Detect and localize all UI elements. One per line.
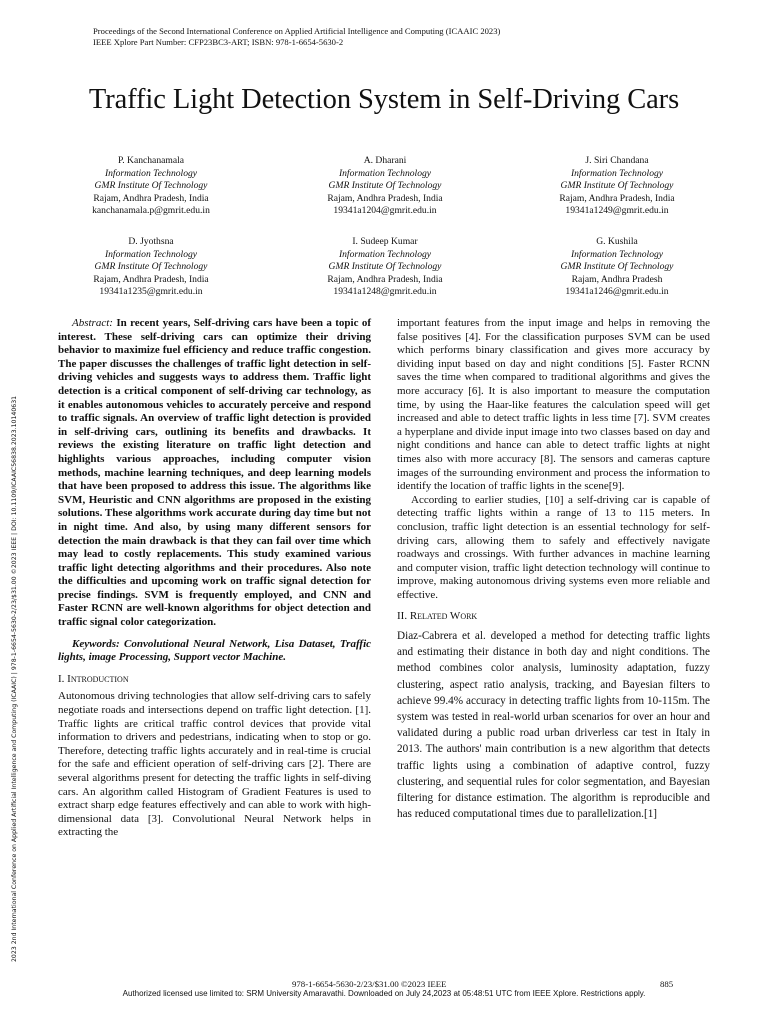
- section-heading-introduction: [58, 673, 371, 687]
- author-location: Rajam, Andhra Pradesh, India: [327, 192, 443, 204]
- author-institute: GMR Institute Of Technology: [94, 180, 208, 192]
- author-block: [270, 236, 500, 299]
- author-block: [270, 155, 500, 218]
- author-dept: Information Technology: [104, 248, 198, 260]
- author-dept: Information Technology: [338, 248, 432, 260]
- author-dept: Information Technology: [104, 167, 198, 179]
- author-institute: GMR Institute Of Technology: [328, 261, 442, 273]
- abstract-label: Abstract:: [72, 317, 113, 329]
- footer-copyright: 978-1-6654-5630-2/23/$31.00 ©2023 IEEE: [292, 979, 447, 989]
- author-email[interactable]: 19341a1235@gmrit.edu.in: [99, 286, 203, 298]
- author-block: [502, 155, 732, 218]
- header-line-1: Proceedings of the Second International Conference on Applied Artificial Intelligence and Computing (ICAAIC 2023): [93, 26, 501, 36]
- author-block: [502, 236, 732, 299]
- author-institute: GMR Institute Of Technology: [94, 261, 208, 273]
- section-heading-related-work: [397, 610, 710, 624]
- left-column: [58, 317, 371, 840]
- author-name: G. Kushila: [596, 236, 638, 247]
- section-title: Related Work: [409, 610, 478, 623]
- section-number: II.: [397, 610, 408, 623]
- author-name: D. Jyothsna: [128, 236, 174, 247]
- page-number: 885: [660, 979, 674, 989]
- header-line-2: IEEE Xplore Part Number: CFP23BC3-ART; ISBN: 978-1-6654-5630-2: [93, 37, 344, 47]
- author-location: Rajam, Andhra Pradesh, India: [93, 273, 209, 285]
- author-name: P. Kanchanamala: [117, 155, 185, 166]
- author-email[interactable]: 19341a1246@gmrit.edu.in: [565, 286, 669, 298]
- author-email[interactable]: 19341a1249@gmrit.edu.in: [565, 205, 669, 217]
- paper-title: Traffic Light Detection System in Self-Driving Cars: [88, 84, 680, 115]
- author-dept: Information Technology: [570, 248, 664, 260]
- author-institute: GMR Institute Of Technology: [560, 261, 674, 273]
- author-block: [36, 236, 266, 299]
- keywords-text: Convolutional Neural Network, Lisa Dataset, Traffic lights, image Processing, Support vector Machine.: [58, 637, 372, 664]
- right-paragraph-1: important features from the input image and helps in removing the false positives [4]. For the classification purposes SVM can be used which performs binary classification and gives more accuracy by dividing input based on day and night conditions [5]. Faster RCNN saves the time when compared to traditional algorithms and gives the more accuracy [6]. It is also important to measure the computation time, by using the Haar-like features the calculation speed will get increased and able to detect traffic lights in less time [7]. SVM creates a hyperplane and divide input image into two classes based on day and night conditions and hance can able to detect traffic lights at night times also with more accuracy [8]. The sensors and cameras capture images of the surrounding environment and process the information to identify the location of traffic lights in the scene[9].: [397, 317, 710, 493]
- author-institute: GMR Institute Of Technology: [328, 180, 442, 192]
- author-email[interactable]: kanchanamala.p@gmrit.edu.in: [92, 205, 210, 217]
- abstract: [58, 317, 371, 630]
- author-dept: Information Technology: [570, 167, 664, 179]
- related-work-paragraph: Diaz-Cabrera et al. developed a method for detecting traffic lights and estimating their distance in both day and night conditions. The method combines color analysis, luminosity adaptation, fuzzy clustering, aspect ratio analysis, tracking, and Bayesian filters to achieve 99.4% accuracy in detecting traffic lights from 10-115m. The system was tested in real-world urban scenarios for over an hour and validated during a public road urban driverless car test in Italy in 2013. The authors' main contribution is a new algorithm that detects traffic lights using a combination of adaptive control, fuzzy clustering, and sequential rules for color segmentation, and Bayesian filtering for distance estimation. The algorithm is reproducible and has reduced computational times due to parallelization.[1]: [397, 630, 710, 821]
- author-location: Rajam, Andhra Pradesh, India: [93, 192, 209, 204]
- author-block: [36, 155, 266, 218]
- section-title: Introduction: [67, 672, 129, 685]
- author-email[interactable]: 19341a1204@gmrit.edu.in: [333, 205, 437, 217]
- keywords-label: Keywords:: [72, 637, 120, 650]
- intro-paragraph: Autonomous driving technologies that allow self-driving cars to safely negotiate roads and intersections depend on traffic light detection. [1]. Traffic lights are critical traffic control devices that provide vital information to drivers and pedestrians, indicating when to stop or go. Therefore, detecting traffic lights accurately and in real-time is crucial for the safe and efficient operation of self-driving cars [2]. There are several algorithms present for detecting the traffic lights in self-diving cars. An algorithm called Histogram of Gradient Features is used to extract sharp edge features effectively and can able to work with high-dimensional data [3]. Convolutional Neural Network helps in extracting the: [58, 690, 371, 839]
- right-column: [397, 317, 710, 823]
- author-location: Rajam, Andhra Pradesh, India: [327, 273, 443, 285]
- author-name: J. Siri Chandana: [585, 155, 649, 166]
- sidebar-doi-text: 2023 2nd International Conference on Applied Artificial Intelligence and Computing (ICAAIC) | 978-1-6654-5630-2/23/$31.00 ©2023 IEEE | DOI: 10.1109/ICAAIC56838.2023.10140631: [11, 395, 18, 962]
- author-location: Rajam, Andhra Pradesh, India: [559, 192, 675, 204]
- right-paragraph-2: According to earlier studies, [10] a self-driving car is capable of detecting traffic lights within a range of 13 to 115 meters. In conclusion, traffic light detection is an essential technology for self-driving cars, allowing them to safely and effectively navigate roadways and crossings. With further advances in machine learning and computer vision, traffic light detection technology will continue to improve, making autonomous driving systems even more reliable and effective.: [397, 493, 710, 601]
- proceedings-header: [93, 26, 500, 48]
- author-location: Rajam, Andhra Pradesh: [571, 273, 663, 285]
- author-dept: Information Technology: [338, 167, 432, 179]
- author-name: I. Sudeep Kumar: [352, 236, 418, 247]
- license-notice: Authorized licensed use limited to: SRM University Amaravathi. Downloaded on July 24,2023 at 05:48:51 UTC from IEEE Xplore. Restrictions apply.: [122, 989, 646, 998]
- author-email[interactable]: 19341a1248@gmrit.edu.in: [333, 286, 437, 298]
- author-name: A. Dharani: [363, 155, 407, 166]
- keywords: [58, 638, 371, 665]
- abstract-text: In recent years, Self-driving cars have been a topic of interest. These self-driving cars can optimize their driving behavior to maximize fuel efficiency and reduce traffic congestion. The paper discusses the challenges of traffic light detection in self-driving vehicles and suggests ways to address them. Traffic light detection is a critical component of self-driving car technology, as it enables autonomous vehicles to accurately perceive and respond to traffic signals. An overview of traffic light detection is provided in self-driving cars, outlining its benefits and drawbacks. It reviews the existing literature on traffic light detection and highlights various approaches, including computer vision methods, machine learning techniques, and deep learning models that have been proposed to address this issue. The algorithms like SVM, Heuristic and CNN algorithms are proposed in the existing solutions. These algorithms work accurate during day time but not in night time. And also, by using many different sensors for detection the main drawback is that they can fail over time which may lead to costly replacements. This study examined various traffic light detecting algorithms and their procedures. Also note the difficulties and upcoming work on traffic signal detection for precise findings. SVM is frequently employed, and CNN and Faster RCNN are well-known algorithms for object detection and traffic signal color categorization.: [58, 317, 371, 629]
- author-institute: GMR Institute Of Technology: [560, 180, 674, 192]
- section-number: I.: [58, 672, 65, 685]
